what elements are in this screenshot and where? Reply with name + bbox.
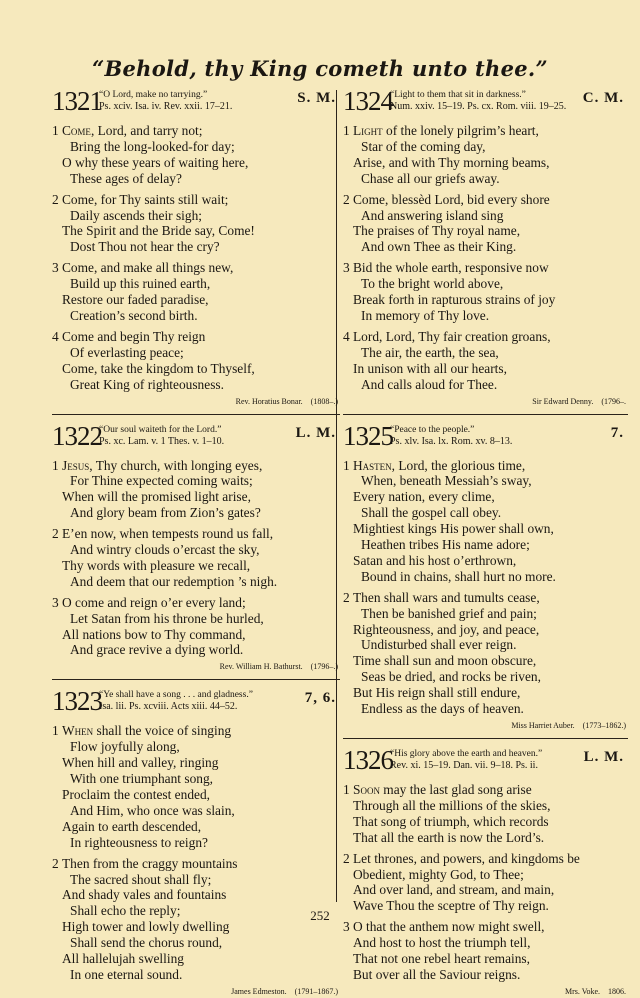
verse-line: Wave Thou the sceptre of Thy reign. — [353, 898, 549, 914]
stanza — [52, 260, 340, 324]
verse-line: Light of the lonely pilgrim’s heart, — [353, 123, 539, 138]
verse-line: High tower and lowly dwelling — [62, 919, 230, 935]
author-name: James Edmeston. — [231, 986, 287, 996]
verse-line: Star of the coming day, — [361, 138, 486, 154]
verse-line: Righteousness, and joy, and peace, — [353, 621, 540, 637]
verse-line: Let thrones, and powers, and kingdoms be — [353, 850, 580, 866]
author-years: (1808–.) — [310, 396, 338, 406]
verse-line: These ages of delay? — [70, 170, 182, 186]
hymn-divider — [343, 738, 628, 739]
verse-line: Time shall sun and moon obscure, — [353, 653, 537, 669]
verse-line: Bring the long-looked-for day; — [70, 138, 235, 154]
stanza — [343, 458, 628, 585]
stanza-number: 2 — [343, 191, 350, 207]
verse-line: Come, and make all things new, — [62, 260, 234, 276]
stanza-number: 1 — [52, 723, 59, 739]
right-column — [343, 88, 628, 998]
hymn-1326 — [343, 747, 628, 998]
verse-line: Flow joyfully along, — [70, 739, 180, 755]
verse-line: And deem that our redemption ’s nigh. — [70, 573, 278, 589]
verse-line: Of everlasting peace; — [70, 344, 184, 360]
verse-line: In righteousness to reign? — [70, 834, 208, 850]
verse-line: Shall send the chorus round, — [70, 935, 223, 951]
hymn-1322 — [52, 420, 340, 674]
hymn-author — [343, 720, 628, 732]
verse-line: And answering island sing — [361, 207, 504, 223]
verse-line: O come and reign o’er every land; — [62, 594, 246, 610]
author-years: (1773–1862.) — [582, 721, 626, 730]
hymn-meter: 7. — [610, 424, 624, 441]
stanza-number: 1 — [343, 457, 350, 473]
verse-line: All nations bow to Thy command, — [62, 626, 246, 642]
verse-line: Obedient, mighty God, to Thee; — [353, 866, 524, 882]
hymn-1323 — [52, 688, 340, 998]
verse-line: Seas be dried, and rocks be riven, — [361, 669, 541, 685]
verse-line: The air, the earth, the sea, — [361, 344, 499, 360]
verse-line: And wintry clouds o’ercast the sky, — [70, 542, 260, 558]
verse-line: For Thine expected coming waits; — [70, 473, 253, 489]
author-years: (1796–. — [601, 396, 626, 406]
verse-line: Then be banished grief and pain; — [361, 605, 537, 621]
stanza — [52, 123, 340, 187]
verse-line: Jesus, Thy church, with longing eyes, — [62, 457, 263, 473]
scripture-references: Isa. lii. Ps. xcviii. Acts xiii. 44–52. — [99, 701, 238, 713]
verse-line: When hill and valley, ringing — [62, 755, 219, 771]
stanza-number: 2 — [343, 589, 350, 605]
hymn-number: 1326 — [343, 745, 393, 775]
scripture-references: Ps. xc. Lam. v. 1 Thes. v. 1–10. — [99, 435, 225, 447]
hymn-1324 — [343, 88, 628, 408]
scripture-references: Ps. xlv. Isa. lx. Rom. xv. 8–13. — [390, 435, 513, 447]
scripture-references: Ps. xciv. Isa. iv. Rev. xxii. 17–21. — [99, 101, 233, 112]
hymn-header — [343, 420, 628, 453]
verse-line: And own Thee as their King. — [361, 239, 517, 255]
hymn-number: 1321 — [52, 86, 102, 116]
verse-line: In unison with all our hearts, — [353, 360, 507, 376]
scripture-references: Num. xxiv. 15–19. Ps. cx. Rom. viii. 19–25. — [390, 101, 567, 112]
verse-line: Every nation, every clime, — [353, 489, 495, 505]
stanza-number: 2 — [343, 850, 350, 866]
hymn-1325 — [343, 420, 628, 733]
verse-line: Dost Thou not hear the cry? — [70, 239, 220, 255]
author-years: (1791–1867.) — [294, 986, 338, 996]
verse-line: Creation’s second birth. — [70, 307, 198, 323]
stanza — [343, 260, 628, 324]
verse-line: And calls aloud for Thee. — [361, 376, 498, 392]
verse-line: Thy words with pleasure we recall, — [62, 557, 251, 573]
verse-line: And Him, who once was slain, — [70, 802, 235, 818]
hymn-meter: 7, 6. — [304, 690, 336, 707]
verse-line: Hasten, Lord, the glorious time, — [353, 457, 526, 473]
verse-line: Bid the whole earth, responsive now — [353, 260, 549, 276]
verse-line: E’en now, when tempests round us fall, — [62, 526, 274, 542]
author-name: Miss Harriet Auber. — [511, 721, 575, 730]
hymn-author — [52, 986, 340, 998]
verse-line: Great King of righteousness. — [70, 376, 224, 392]
verse-line: The praises of Thy royal name, — [353, 223, 521, 239]
stanza — [343, 192, 628, 256]
author-name: Rev. William H. Bathurst. — [219, 662, 303, 672]
hymn-motto: “Light to them that sit in darkness.” — [390, 90, 526, 100]
verse-line: That all the earth is now the Lord’s. — [353, 829, 545, 845]
verse-line: To the bright world above, — [361, 276, 504, 292]
verse-line: Let Satan from his throne be hurled, — [70, 610, 264, 626]
verse-line: And host to host the triumph tell, — [353, 935, 531, 951]
verse-line: Then shall wars and tumults cease, — [353, 589, 540, 605]
verse-line: But over all the Saviour reigns. — [353, 966, 521, 982]
author-name: Mrs. Voke. — [564, 986, 600, 996]
verse-line: And over land, and stream, and main, — [353, 882, 555, 898]
verse-line: Come, for Thy saints still wait; — [62, 191, 229, 207]
stanza — [343, 123, 628, 187]
hymn-header — [52, 88, 340, 118]
verse-line: Come and begin Thy reign — [62, 328, 206, 344]
author-name: Sir Edward Denny. — [532, 396, 594, 406]
hymn-number: 1324 — [343, 86, 393, 116]
verse-line: Heathen tribes His name adore; — [361, 537, 530, 553]
verse-line: And shady vales and fountains — [62, 887, 227, 903]
stanza — [343, 329, 628, 393]
verse-line: Break forth in rapturous strains of joy — [353, 292, 556, 308]
hymn-number: 1323 — [52, 686, 102, 717]
verse-line: Proclaim the contest ended, — [62, 787, 210, 802]
verse-line: But His reign shall still endure, — [353, 685, 521, 701]
verse-line: Come, take the kingdom to Thyself, — [62, 360, 255, 376]
stanza-number: 1 — [52, 123, 59, 138]
verse-line: Then from the craggy mountains — [62, 855, 238, 871]
hymn-motto: “Peace to the people.” — [390, 424, 475, 435]
stanza — [343, 919, 628, 983]
verse-line: Bound in chains, shall hurt no more. — [361, 568, 556, 584]
stanza — [52, 458, 340, 522]
page-number: 252 — [310, 908, 330, 923]
hymn-author — [343, 986, 628, 998]
verse-line: The Spirit and the Bride say, Come! — [62, 223, 255, 239]
stanza — [52, 526, 340, 590]
author-years: 1806. — [608, 986, 626, 996]
hymn-author — [52, 661, 340, 673]
stanza-number: 3 — [343, 260, 350, 276]
verse-line: Endless as the days of heaven. — [361, 701, 524, 717]
stanza — [52, 192, 340, 256]
hymn-header — [52, 688, 340, 718]
verse-line: The sacred shout shall fly; — [70, 871, 212, 887]
verse-line: Chase all our griefs away. — [361, 170, 500, 186]
verse-line: With one triumphant song, — [70, 771, 214, 787]
verse-line: In memory of Thy love. — [361, 307, 490, 323]
stanza-number: 1 — [343, 782, 350, 797]
hymn-author — [343, 396, 628, 408]
author-name: Rev. Horatius Bonar. — [235, 396, 303, 406]
hymn-divider — [343, 414, 628, 415]
verse-line: Satan and his host o’erthrown, — [353, 552, 517, 568]
stanza — [52, 329, 340, 393]
stanza — [52, 723, 340, 850]
stanza — [343, 782, 628, 846]
stanza-number: 3 — [52, 594, 59, 610]
verse-line: Build up this ruined earth, — [70, 276, 211, 292]
verse-line: Shall the gospel call obey. — [361, 505, 502, 521]
hymn-meter: L. M. — [295, 424, 336, 441]
hymn-motto: “O Lord, make no tarrying.” — [99, 90, 208, 100]
verse-line: Through all the millions of the skies, — [353, 797, 551, 813]
stanza — [52, 595, 340, 659]
verse-line: Arise, and with Thy morning beams, — [353, 154, 550, 170]
verse-line: When, beneath Messiah’s sway, — [361, 473, 532, 489]
verse-line: Come, Lord, and tarry not; — [62, 123, 203, 138]
verse-line: O why these years of waiting here, — [62, 154, 249, 170]
verse-line: Again to earth descended, — [62, 818, 202, 834]
verse-line: Undisturbed shall ever reign. — [361, 637, 517, 653]
hymn-motto: “Ye shall have a song . . . and gladness.” — [99, 690, 253, 701]
verse-line: That song of triumph, which records — [353, 813, 549, 829]
verse-line: That not one rebel heart remains, — [353, 951, 530, 967]
verse-line: Restore our faded paradise, — [62, 292, 209, 308]
stanza — [343, 590, 628, 717]
verse-line: O that the anthem now might swell, — [353, 919, 545, 935]
verse-line: Daily ascends their sigh; — [70, 207, 203, 223]
verse-line: Lord, Lord, Thy fair creation groans, — [353, 328, 551, 344]
hymn-meter: C. M. — [582, 90, 624, 106]
hymn-motto: “His glory above the earth and heaven.” — [390, 749, 543, 759]
hymn-author — [52, 396, 340, 408]
hymn-header — [343, 88, 628, 118]
left-column — [52, 88, 340, 998]
verse-line: All hallelujah swelling — [62, 951, 184, 967]
stanza-number: 4 — [52, 328, 59, 344]
verse-line: Soon may the last glad song arise — [353, 782, 532, 797]
hymn-number: 1325 — [343, 420, 393, 451]
verse-line: In one eternal sound. — [70, 966, 183, 982]
verse-line: When will the promised light arise, — [62, 489, 251, 505]
stanza-number: 3 — [343, 919, 350, 935]
stanza-number: 1 — [343, 123, 350, 138]
stanza-number: 4 — [343, 328, 350, 344]
hymn-meter: S. M. — [297, 90, 336, 106]
verse-line: When shall the voice of singing — [62, 723, 232, 739]
verse-line: Shall echo the reply; — [70, 903, 181, 919]
hymn-header — [52, 420, 340, 453]
stanza-number: 2 — [52, 526, 59, 542]
stanza-number: 3 — [52, 260, 59, 276]
hymn-1321 — [52, 88, 340, 408]
scripture-references: Rev. xi. 15–19. Dan. vii. 9–18. Ps. ii. — [390, 760, 538, 771]
hymn-divider — [52, 679, 340, 680]
stanza — [343, 851, 628, 915]
stanza-number: 2 — [52, 855, 59, 871]
verse-line: And glory beam from Zion’s gates? — [70, 505, 261, 521]
hymn-number: 1322 — [52, 420, 102, 451]
verse-line: And grace revive a dying world. — [70, 642, 244, 658]
author-years: (1796–.) — [310, 662, 338, 672]
hymn-meter: L. M. — [583, 749, 624, 765]
hymn-motto: “Our soul waiteth for the Lord.” — [99, 424, 222, 435]
stanza-number: 1 — [52, 457, 59, 473]
stanza-number: 2 — [52, 191, 59, 207]
verse-line: Mightiest kings His power shall own, — [353, 521, 554, 537]
hymn-divider — [52, 414, 340, 415]
verse-line: Come, blessèd Lord, bid every shore — [353, 191, 550, 207]
hymn-header — [343, 747, 628, 777]
page-title: “Behold, thy King cometh unto thee.” — [92, 56, 548, 81]
